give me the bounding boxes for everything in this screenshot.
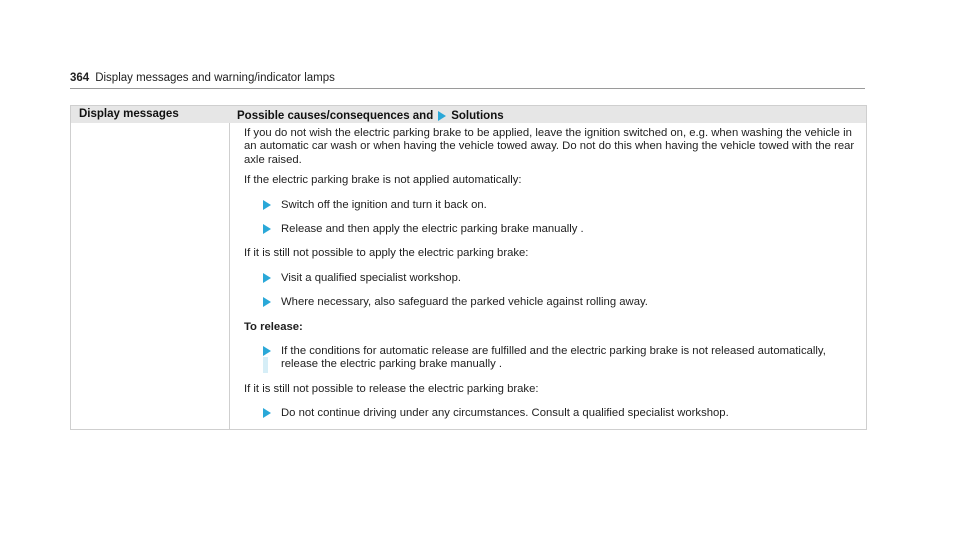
step-item [244,296,856,309]
step-item [244,199,856,212]
display-messages-table [70,105,867,430]
step-text: Switch off the ignition and turn it back on. [281,198,487,211]
page-title: Display messages and warning/indicator lamps [95,72,335,84]
step-text: Release and then apply the electric parking brake manually . [281,223,584,236]
condition-still-release: If it is still not possible to release the electric parking brake: [244,382,539,395]
arrow-right-icon [263,346,271,356]
condition-not-applied: If the electric parking brake is not applied automatically: [244,174,522,187]
step-item [244,407,856,420]
page-header [70,72,865,84]
condition-still-apply: If it is still not possible to apply the electric parking brake: [244,247,529,260]
display-message-cell [71,123,230,429]
column-header-causes: Possible causes/consequences and [237,109,434,122]
column-header-causes-solutions [229,106,866,123]
continuation-bar [263,357,268,373]
solutions-cell [230,123,866,429]
step-text: If the conditions for automatic release are fulfilled and the electric parking brake is not released automatically, release the electric parking brake manually . [281,345,826,371]
step-wrapper [244,345,856,372]
header-divider [70,88,865,89]
arrow-right-icon [263,224,271,234]
subheading-to-release: To release: [244,320,303,333]
arrow-right-icon [263,297,271,307]
table-header-row [71,106,866,123]
step-item [244,223,856,236]
column-header-display-messages: Display messages [79,108,179,120]
column-header-solutions: Solutions [451,109,504,122]
arrow-right-icon [263,408,271,418]
arrow-right-icon [263,273,271,283]
table-row [71,123,866,429]
intro-paragraph: If you do not wish the electric parking brake to be applied, leave the ignition switched on, e.g. when washing the vehicle in an automatic car wash or when having the vehicle towed away. Do not do this when having the vehicle towed with the rear axle raised. [244,127,855,166]
page-number: 364 [70,72,90,84]
step-item [244,272,856,285]
arrow-right-icon [438,111,446,121]
step-text: Where necessary, also safeguard the parked vehicle against rolling away. [281,296,648,309]
step-text: Do not continue driving under any circumstances. Consult a qualified specialist workshop. [281,407,729,420]
step-text: Visit a qualified specialist workshop. [281,271,462,284]
step-item [244,345,856,372]
arrow-right-icon [263,200,271,210]
